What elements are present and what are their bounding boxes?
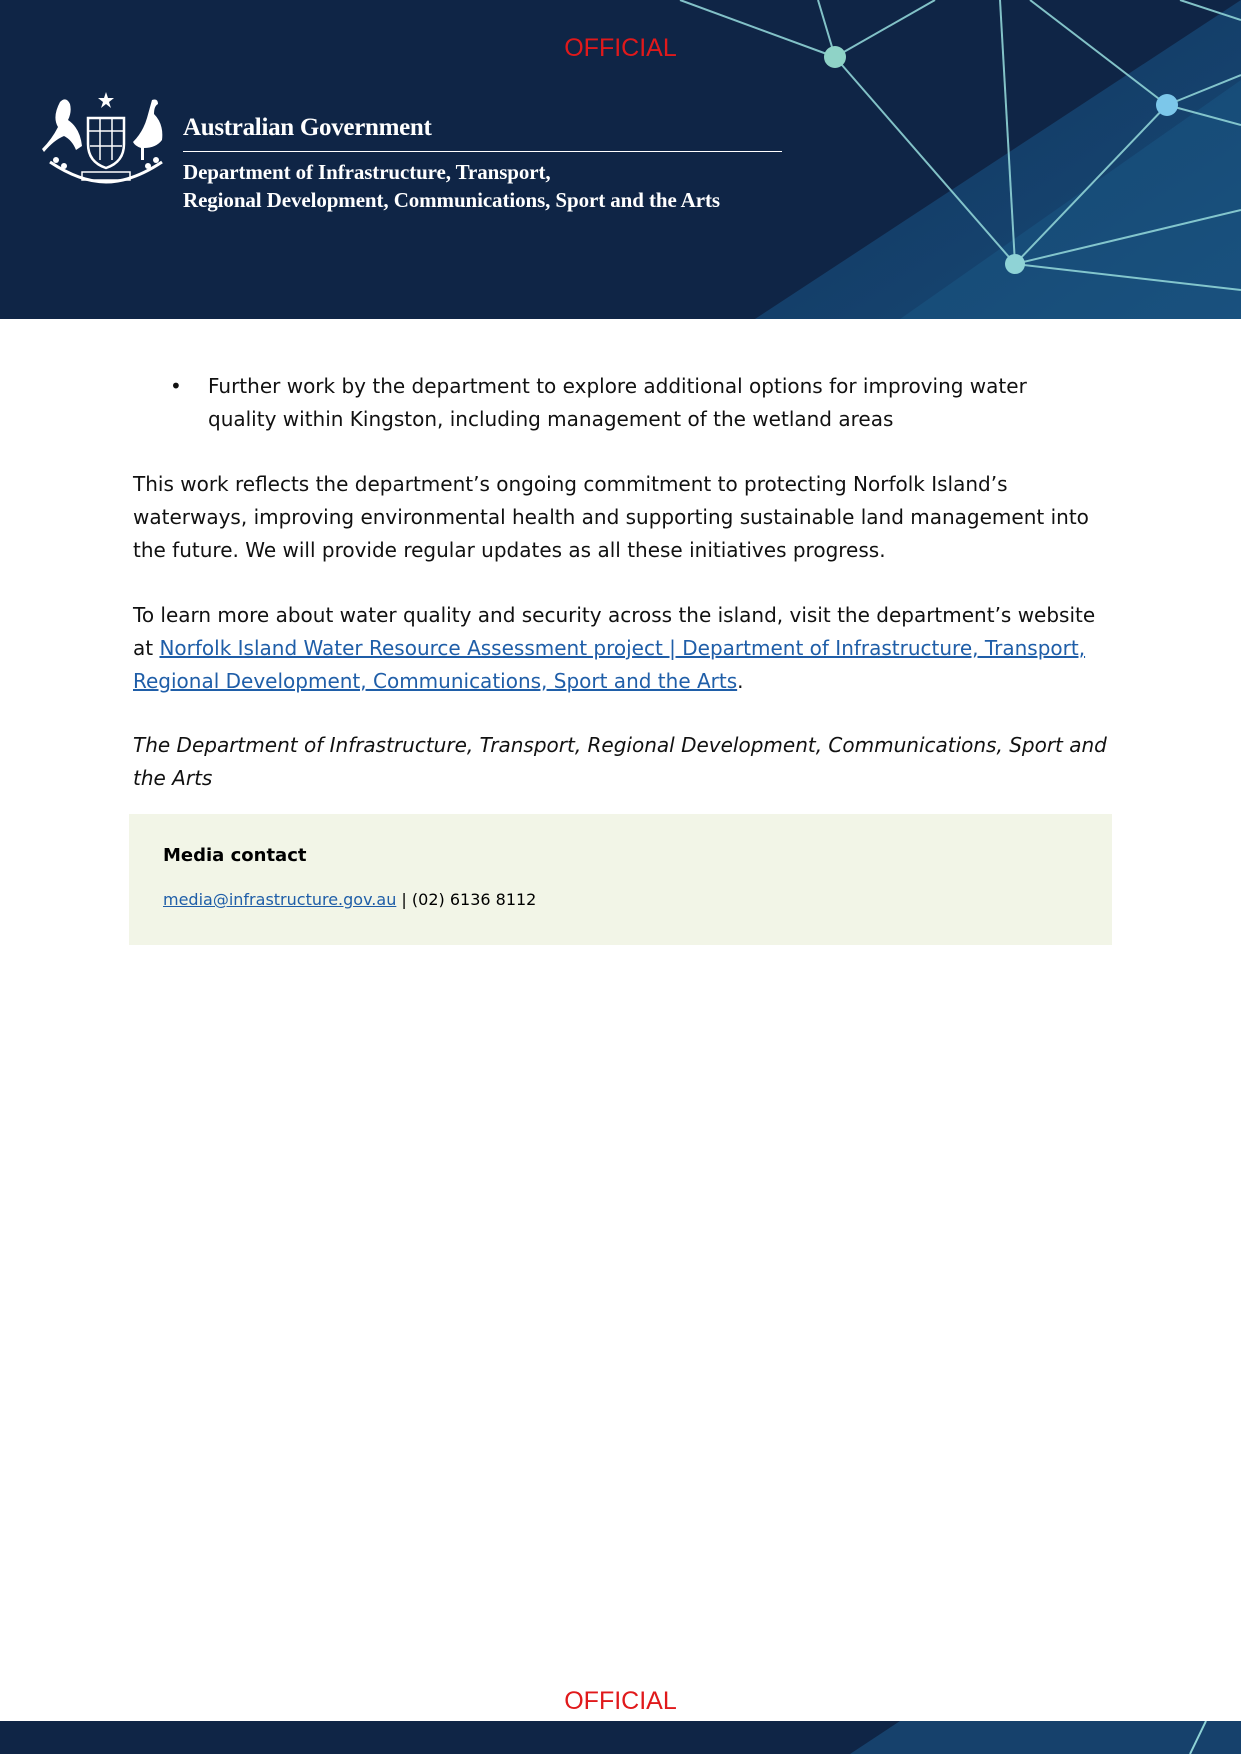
learn-more-text: To learn more about water quality and security across the island, visit the department’s website at	[133, 603, 1096, 660]
bullet-icon: •	[170, 374, 182, 398]
classification-top: OFFICIAL	[564, 34, 677, 62]
coat-of-arms-icon	[40, 90, 172, 190]
media-contact-details	[163, 890, 536, 909]
media-contact-title: Media contact	[163, 845, 307, 866]
header-divider	[183, 151, 782, 152]
network-node-icon	[1156, 94, 1178, 116]
header-banner	[0, 0, 1241, 319]
department-name-line-2: Regional Development, Communications, Sport and the Arts	[183, 188, 720, 212]
classification-bottom: OFFICIAL	[564, 1687, 677, 1715]
media-phone: (02) 6136 8112	[411, 890, 537, 909]
footer-graphic	[0, 1721, 1241, 1754]
footer-banner	[0, 1721, 1241, 1754]
paragraph-commitment: This work reflects the department’s ongoing commitment to protecting Norfolk Island’s waterways, improving environmental health and supporting sustainable land management into the future. We will provide regular updates as all these initiatives progress.	[133, 472, 1089, 562]
media-contact-box	[129, 814, 1112, 945]
department-signoff: The Department of Infrastructure, Transport, Regional Development, Communications, Sport and the Arts	[133, 733, 1107, 790]
government-title: Australian Government	[183, 114, 432, 141]
department-name-line-1: Department of Infrastructure, Transport,	[183, 160, 551, 184]
media-email-link[interactable]: media@infrastructure.gov.au	[163, 890, 397, 909]
network-node-icon	[1005, 254, 1025, 274]
learn-more-period: .	[737, 669, 744, 693]
water-resource-assessment-link[interactable]: Norfolk Island Water Resource Assessment project | Department of Infrastructure, Transport, Regional Development, Communications, Sport and the Arts	[133, 636, 1086, 693]
paragraph-learn-more	[133, 599, 1113, 698]
media-separator: |	[396, 890, 412, 909]
bullet-text: Further work by the department to explore additional options for improving water quality within Kingston, including management of the wetland areas	[208, 374, 1027, 431]
